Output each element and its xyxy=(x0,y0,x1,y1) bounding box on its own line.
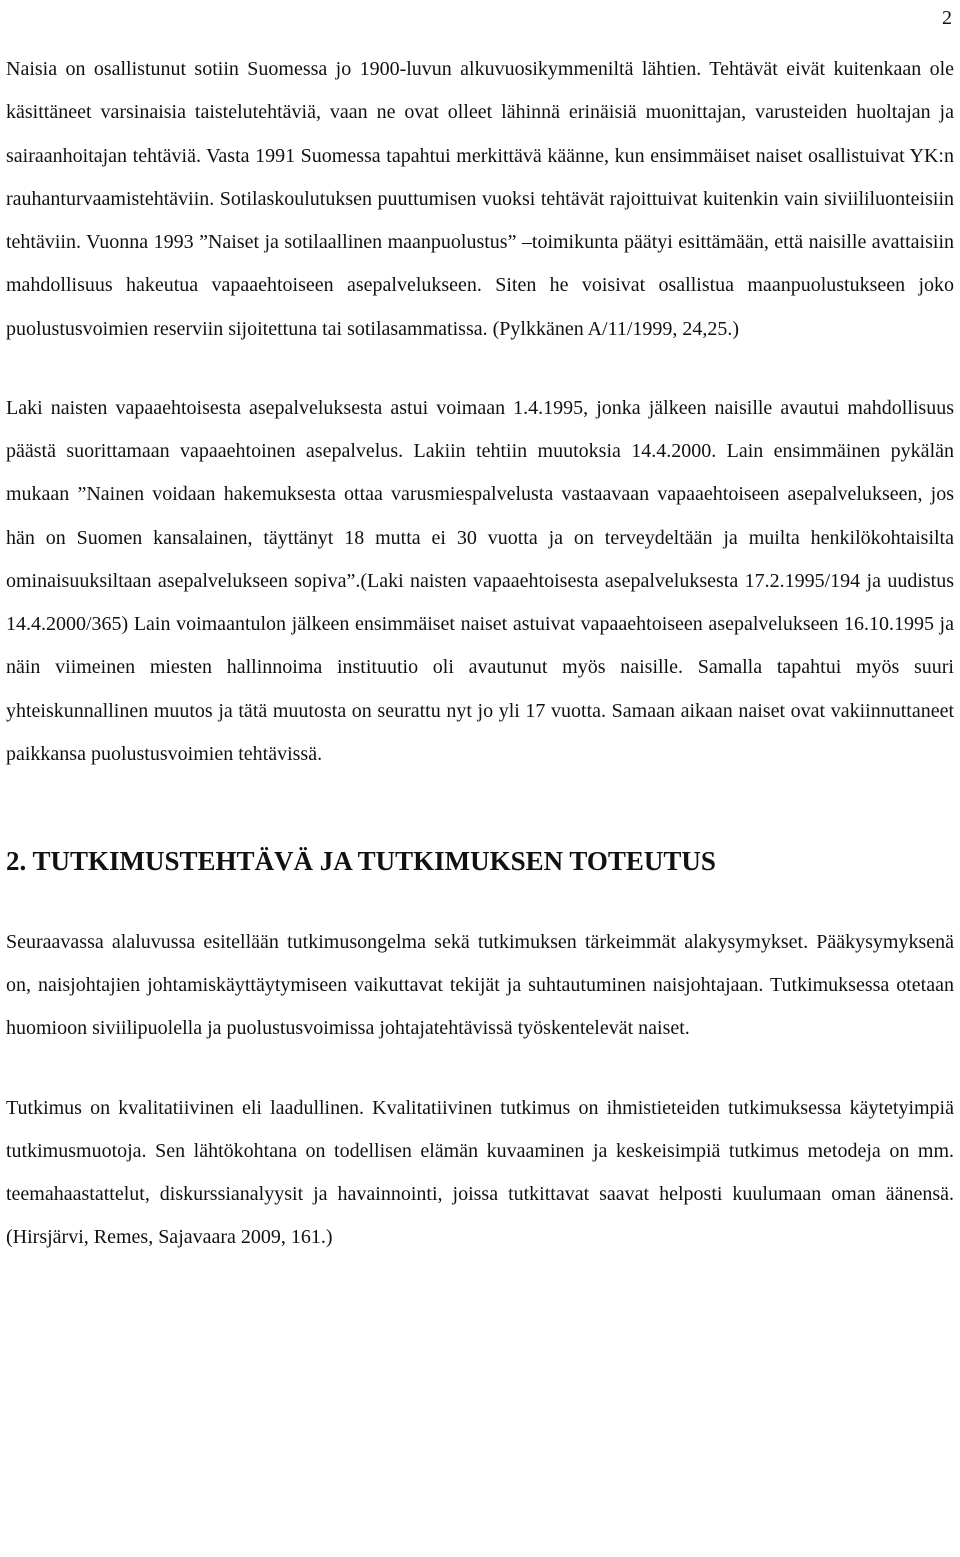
paragraph-research-questions: Seuraavassa alaluvussa esitellään tutkimusongelma sekä tutkimuksen tärkeimmät alakysymykset. Pääkysymyksenä on, naisjohtajien johtamiskäyttäytymiseen vaikuttavat tekijät ja suhtautuminen naisjohtajaan. Tutkimuksessa otetaan huomioon siviilipuolella ja puolustusvoimissa johtajatehtävissä työskentelevät naiset. xyxy=(6,930,954,1040)
paragraph-qualitative-research: Tutkimus on kvalitatiivinen eli laadullinen. Kvalitatiivinen tutkimus on ihmistieteiden tutkimuksessa käytetyimpiä tutkimusmuotoja. Sen lähtökohtana on todellisen elämän kuvaaminen ja keskeisimpiä tutkimus metodeja on mm. teemahaastattelut, diskurssianalyysit ja havainnointi, joissa tutkittavat saavat helposti kuulumaan oman äänensä. (Hirsjärvi, Remes, Sajavaara 2009, 161.) xyxy=(6,1096,954,1249)
paragraph-voluntary-service-law: Laki naisten vapaaehtoisesta asepalveluksesta astui voimaan 1.4.1995, jonka jälkeen naisille avautui mahdollisuus päästä suorittamaan vapaaehtoinen asepalvelus. Lakiin tehtiin muutoksia 14.4.2000. Lain ensimmäinen pykälän mukaan ”Nainen voidaan hakemuksesta ottaa varusmiespalvelusta vastaavaan vapaaehtoiseen asepalvelukseen, jos hän on Suomen kansalainen, täyttänyt 18 mutta ei 30 vuotta ja on terveydeltään ja muilta henkilökohtaisilta ominaisuuksiltaan asepalvelukseen sopiva”.(Laki naisten vapaaehtoisesta asepalveluksesta 17.2.1995/194 ja uudistus 14.4.2000/365) Lain voimaantulon jälkeen ensimmäiset naiset astuivat vapaaehtoiseen asepalvelukseen 16.10.1995 ja näin viimeinen miesten hallinnoima instituutio oli avautunut myös naisille. Samalla tapahtui myös suuri yhteiskunnallinen muutos ja tätä muutosta on seurattu nyt jo yli 17 vuotta. Samaan aikaan naiset ovat vakiinnuttaneet paikkansa puolustusvoimien tehtävissä. xyxy=(6,397,954,765)
paragraph-women-military-history: Naisia on osallistunut sotiin Suomessa jo 1900-luvun alkuvuosikymmeniltä lähtien. Tehtävät eivät kuitenkaan ole käsittäneet varsinaisia taistelutehtäviä, vaan ne ovat olleet lähinnä erinäisiä muonittajan, varusteiden huoltajan ja sairaanhoitajan tehtäviä. Vasta 1991 Suomessa tapahtui merkittävä käänne, kun ensimmäiset naiset osallistuivat YK:n rauhanturvaamistehtäviin. Sotilaskoulutuksen puuttumisen vuoksi tehtävät rajoittuivat kuitenkin vain siviililuonteisiin tehtäviin. Vuonna 1993 ”Naiset ja sotilaallinen maanpuolustus” –toimikunta päätyi esittämään, että naisille avattaisiin mahdollisuus hakeutua vapaaehtoiseen asepalvelukseen. Siten he voisivat osallistua maanpuolustukseen joko puolustusvoimien reserviin sijoitettuna tai sotilasammatissa. (Pylkkänen A/11/1999, 24,25.) xyxy=(6,58,954,340)
page-number: 2 xyxy=(942,7,952,29)
document-body xyxy=(6,48,954,1259)
section-heading: 2. TUTKIMUSTEHTÄVÄ JA TUTKIMUKSEN TOTEUTUS xyxy=(6,845,716,876)
